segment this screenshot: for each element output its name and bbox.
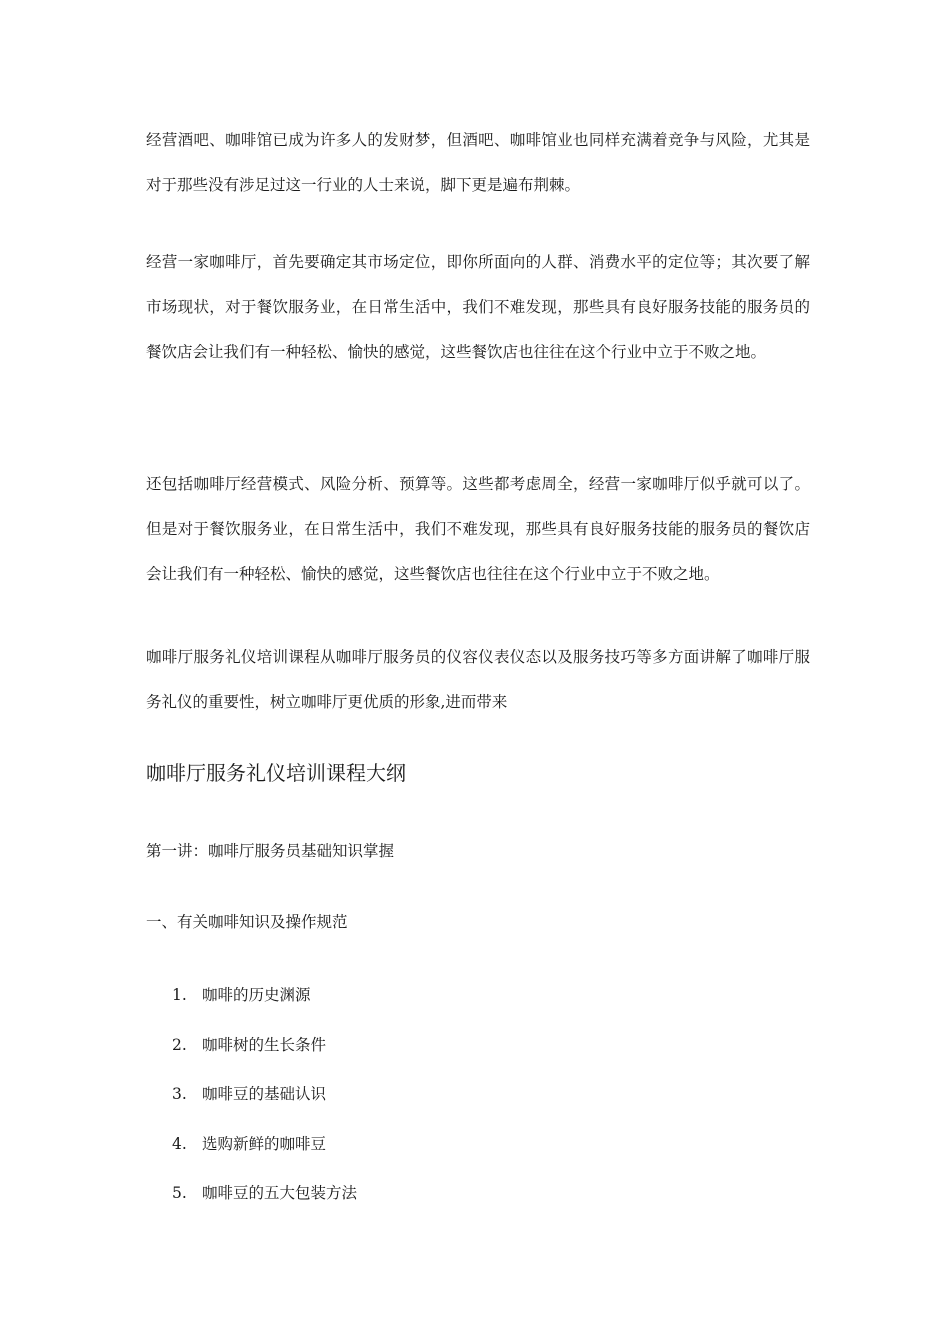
list-item [172,1130,357,1180]
outline-title: 咖啡厅服务礼仪培训课程大纲 [146,761,406,785]
list-item [172,1080,357,1130]
lecture-heading: 第一讲：咖啡厅服务员基础知识掌握 [146,842,395,860]
section-heading: 一、有关咖啡知识及操作规范 [146,913,348,931]
list-item-number: 4. [172,1134,187,1153]
list-item-text: 选购新鲜的咖啡豆 [202,1134,327,1153]
list-item-number: 1. [172,986,187,1004]
list-item [172,1031,357,1081]
list-item-number: 3. [172,1085,187,1103]
list-item-text: 咖啡豆的五大包装方法 [202,1184,358,1202]
list-item [172,981,357,1031]
intro-paragraph: 经营酒吧、咖啡馆已成为许多人的发财梦，但酒吧、咖啡馆业也同样充满着竞争与风险，尤其是对于那些没有涉足过这一行业的人士来说，脚下更是遍布荆棘。 [146,131,810,194]
list-item-number: 5. [172,1184,187,1202]
list-item-number: 2. [172,1035,187,1054]
list-item-text: 咖啡树的生长条件 [202,1035,327,1054]
operation-paragraph: 还包括咖啡厅经营模式、风险分析、预算等。这些都考虑周全，经营一家咖啡厅似乎就可以了。但是对于餐饮服务业，在日常生活中，我们不难发现，那些具有良好服务技能的服务员的餐饮店会让我们有一种轻松、愉快的感觉，这些餐饮店也往往在这个行业中立于不败之地。 [146,475,810,583]
list-item-text: 咖啡豆的基础认识 [202,1085,327,1103]
positioning-paragraph: 经营一家咖啡厅，首先要确定其市场定位，即你所面向的人群、消费水平的定位等；其次要了解市场现状，对于餐饮服务业，在日常生活中，我们不难发现，那些具有良好服务技能的服务员的餐饮店会让我们有一种轻松、愉快的感觉，这些餐饮店也往往在这个行业中立于不败之地。 [146,253,810,361]
course-paragraph: 咖啡厅服务礼仪培训课程从咖啡厅服务员的仪容仪表仪态以及服务技巧等多方面讲解了咖啡厅服务礼仪的重要性，树立咖啡厅更优质的形象,进而带来 [146,648,810,711]
outline-list [172,981,357,1229]
list-item-text: 咖啡的历史渊源 [202,986,311,1004]
list-item [172,1179,357,1229]
